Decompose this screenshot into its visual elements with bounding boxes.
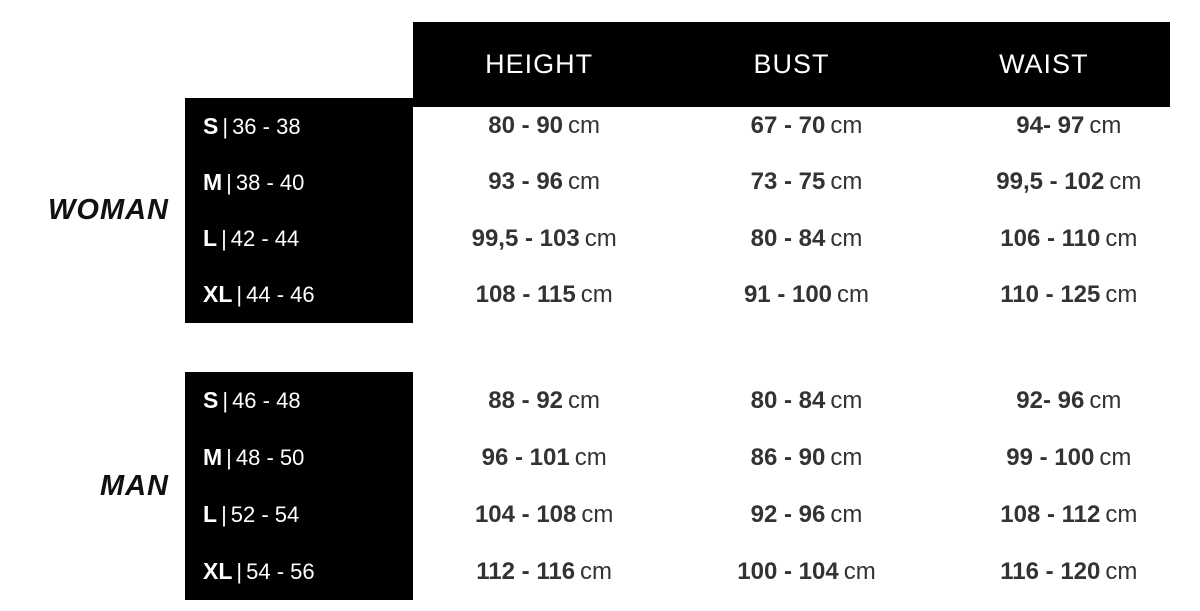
table-row	[185, 267, 1200, 323]
unit: cm	[1105, 224, 1138, 252]
size-cell	[185, 501, 413, 528]
unit: cm	[1105, 280, 1138, 308]
size-range: 48 - 50	[235, 445, 305, 470]
cell-bust	[675, 168, 937, 196]
cell-waist	[938, 281, 1200, 309]
unit: cm	[1105, 557, 1138, 585]
value: 99,5 - 103	[471, 224, 580, 252]
size-cell	[185, 113, 413, 140]
unit: cm	[830, 224, 863, 252]
group-label-man: MAN	[99, 469, 169, 502]
unit: cm	[843, 557, 876, 585]
value: 93 - 96	[488, 168, 564, 196]
cell-waist	[938, 444, 1200, 472]
unit: cm	[568, 386, 601, 414]
table-header	[413, 22, 1170, 107]
cell-bust	[675, 501, 937, 529]
value: 108 - 112	[1000, 500, 1101, 528]
unit: cm	[837, 280, 870, 308]
cell-waist	[938, 168, 1200, 196]
cell-waist	[938, 558, 1200, 586]
unit: cm	[584, 224, 617, 252]
separator: |	[222, 113, 229, 139]
separator: |	[221, 226, 227, 252]
separator: |	[226, 445, 232, 470]
value: 67 - 70	[750, 112, 826, 140]
value: 92 - 96	[750, 500, 826, 528]
size-cell	[185, 225, 413, 252]
unit: cm	[830, 443, 863, 471]
size-label: XL	[203, 558, 233, 584]
cell-bust	[675, 281, 937, 309]
value: 94- 97	[1016, 112, 1085, 140]
size-range: 42 - 44	[230, 226, 300, 252]
cell-bust	[675, 225, 937, 253]
unit: cm	[830, 500, 863, 528]
unit: cm	[580, 557, 613, 585]
separator: |	[222, 388, 229, 413]
cell-waist	[938, 225, 1200, 253]
unit: cm	[830, 386, 863, 414]
separator: |	[236, 559, 243, 584]
size-label: M	[203, 444, 223, 470]
table-row	[185, 429, 1200, 486]
size-label: S	[203, 387, 219, 413]
value: 96 - 101	[481, 443, 570, 471]
size-range: 38 - 40	[235, 169, 305, 195]
size-cell	[185, 444, 413, 471]
unit: cm	[1099, 443, 1132, 471]
cell-waist	[938, 112, 1200, 140]
value: 106 - 110	[1000, 224, 1101, 252]
value: 110 - 125	[1000, 280, 1101, 308]
unit: cm	[574, 443, 607, 471]
unit: cm	[1089, 386, 1122, 414]
size-label: XL	[203, 281, 233, 308]
cell-height	[413, 501, 675, 529]
unit: cm	[1105, 500, 1138, 528]
unit: cm	[1089, 112, 1122, 140]
cell-height	[413, 168, 675, 196]
table-row	[185, 486, 1200, 543]
cell-bust	[675, 387, 937, 415]
size-cell	[185, 169, 413, 196]
cell-bust	[675, 558, 937, 586]
table-row	[185, 211, 1200, 267]
unit: cm	[830, 168, 863, 196]
value: 99 - 100	[1006, 443, 1095, 471]
cell-waist	[938, 387, 1200, 415]
column-header-bust: BUST	[753, 49, 830, 79]
size-label: S	[203, 112, 219, 139]
size-range: 44 - 46	[246, 282, 315, 308]
value: 73 - 75	[750, 168, 826, 196]
cell-height	[413, 387, 675, 415]
table-row	[185, 372, 1200, 429]
cell-bust	[675, 444, 937, 472]
value: 104 - 108	[474, 500, 577, 528]
value: 91 - 100	[743, 280, 833, 308]
cell-height	[413, 558, 675, 586]
separator: |	[221, 502, 227, 527]
table-row	[185, 154, 1200, 210]
cell-bust	[675, 112, 937, 140]
value: 80 - 90	[488, 112, 564, 140]
value: 112 - 116	[476, 557, 576, 585]
cell-height	[413, 112, 675, 140]
size-range: 46 - 48	[232, 388, 301, 413]
column-header-height: HEIGHT	[485, 49, 594, 79]
size-cell	[185, 387, 413, 414]
unit: cm	[1109, 168, 1142, 196]
size-range: 52 - 54	[230, 502, 300, 527]
group-woman	[0, 98, 1200, 323]
unit: cm	[580, 280, 613, 308]
value: 116 - 120	[1000, 557, 1101, 585]
value: 99,5 - 102	[996, 168, 1105, 196]
unit: cm	[581, 500, 614, 528]
cell-height	[413, 444, 675, 472]
unit: cm	[830, 112, 863, 140]
separator: |	[236, 282, 243, 308]
column-header-waist: WAIST	[999, 49, 1089, 79]
value: 92- 96	[1016, 386, 1085, 414]
size-range: 36 - 38	[232, 113, 301, 139]
value: 108 - 115	[475, 280, 576, 308]
table-row	[185, 98, 1200, 154]
value: 88 - 92	[488, 386, 564, 414]
group-man	[0, 372, 1200, 600]
cell-waist	[938, 501, 1200, 529]
value: 80 - 84	[750, 224, 826, 252]
size-label: M	[203, 168, 223, 195]
size-range: 54 - 56	[246, 559, 315, 584]
size-label: L	[203, 501, 218, 527]
value: 86 - 90	[750, 443, 826, 471]
unit: cm	[568, 112, 601, 140]
size-cell	[185, 558, 413, 585]
value: 100 - 104	[737, 557, 839, 585]
table-row	[185, 543, 1200, 600]
rows-woman	[185, 98, 1200, 323]
group-label-woman: WOMAN	[48, 194, 169, 226]
cell-height	[413, 225, 675, 253]
cell-height	[413, 281, 675, 309]
rows-man	[185, 372, 1200, 600]
value: 80 - 84	[750, 386, 826, 414]
unit: cm	[568, 168, 601, 196]
separator: |	[226, 169, 232, 195]
size-cell	[185, 281, 413, 308]
size-label: L	[203, 225, 218, 252]
